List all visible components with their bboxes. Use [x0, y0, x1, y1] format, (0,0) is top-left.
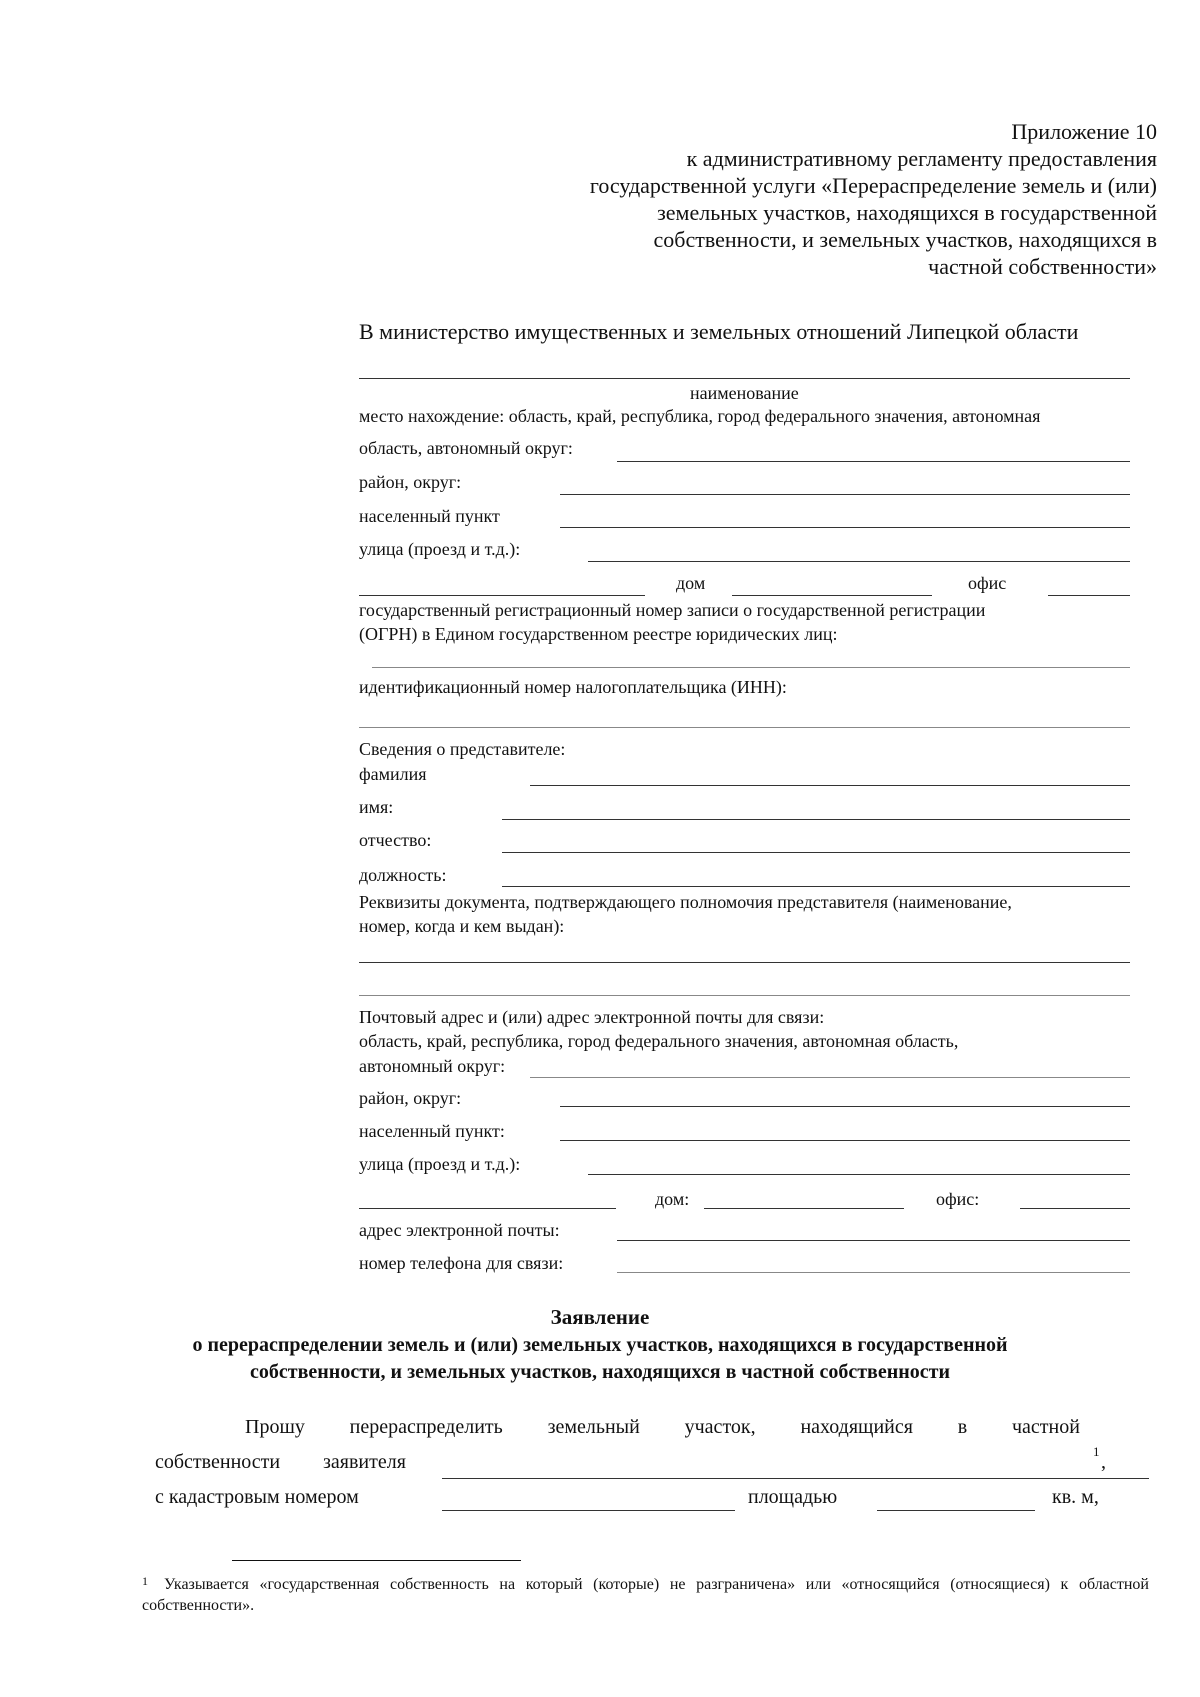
surname-label: фамилия	[359, 764, 427, 784]
contact-street-field[interactable]	[588, 1174, 1130, 1175]
appendix-line: земельных участков, находящихся в государственной	[657, 200, 1157, 225]
statement-subtitle-line2: собственности, и земельных участков, находящихся в частной собственности	[250, 1361, 950, 1383]
region-field[interactable]	[617, 461, 1130, 462]
contact-house-label: дом:	[655, 1189, 690, 1209]
request-word: земельный	[547, 1416, 640, 1438]
settlement-field[interactable]	[560, 527, 1130, 528]
office-label: офис	[968, 573, 1007, 593]
statement-subtitle-line1: о перераспределении земель и (или) земельных участков, находящихся в государственной	[192, 1334, 1008, 1356]
request-word: в	[957, 1416, 968, 1438]
contact-district-label: район, округ:	[359, 1088, 462, 1108]
cadastral-field[interactable]	[442, 1510, 735, 1511]
ownership-comma: ,	[1101, 1451, 1106, 1473]
doc-field-line1[interactable]	[359, 962, 1130, 963]
firstname-field[interactable]	[502, 819, 1130, 820]
contact-district-field[interactable]	[560, 1106, 1130, 1107]
appendix-line: к административному регламенту предоставления	[686, 146, 1157, 171]
email-field[interactable]	[617, 1240, 1130, 1241]
name-caption: наименование	[690, 383, 799, 403]
area-label: площадью	[748, 1486, 838, 1508]
appendix-line: Приложение 10	[1011, 119, 1157, 144]
addressee: В министерство имущественных и земельных отношений Липецкой области	[359, 319, 1079, 344]
ownership-word1: собственности	[155, 1451, 281, 1473]
district-label: район, округ:	[359, 472, 462, 492]
doc-field-line2[interactable]	[359, 995, 1130, 996]
ogrn-label-line2: (ОГРН) в Едином государственном реестре юридических лиц:	[359, 624, 838, 644]
street-field[interactable]	[588, 561, 1130, 562]
contact-region-line2: автономный округ:	[359, 1056, 506, 1076]
request-word: перераспределить	[349, 1416, 503, 1438]
house-label: дом	[676, 573, 706, 593]
inn-label: идентификационный номер налогоплательщика (ИНН):	[359, 677, 787, 697]
ogrn-label-line1: государственный регистрационный номер записи о государственной регистрации	[359, 600, 986, 620]
contact-heading: Почтовый адрес и (или) адрес электронной почты для связи:	[359, 1007, 825, 1027]
area-unit: кв. м,	[1052, 1486, 1099, 1508]
contact-street-label: улица (проезд и т.д.):	[359, 1154, 521, 1174]
ownership-field[interactable]	[442, 1478, 1149, 1479]
request-word: участок,	[684, 1416, 756, 1438]
region-label: область, автономный округ:	[359, 438, 573, 458]
patronymic-field[interactable]	[502, 852, 1130, 853]
contact-street-continuation-field[interactable]	[359, 1208, 616, 1209]
district-field[interactable]	[560, 494, 1130, 495]
footnote-ref[interactable]: 1	[1093, 1444, 1100, 1459]
appendix-line: частной собственности»	[928, 254, 1157, 279]
contact-office-field[interactable]	[1020, 1208, 1130, 1209]
phone-field[interactable]	[617, 1272, 1130, 1273]
contact-region-line1: область, край, республика, город федерального значения, автономная область,	[359, 1031, 959, 1051]
representative-heading: Сведения о представителе:	[359, 739, 566, 759]
request-word: Прошу	[245, 1416, 305, 1438]
patronymic-label: отчество:	[359, 830, 432, 850]
appendix-line: собственности, и земельных участков, находящихся в	[653, 227, 1157, 252]
statement-title: Заявление	[550, 1305, 650, 1329]
request-line1	[245, 1415, 1080, 1439]
house-field[interactable]	[732, 595, 932, 596]
contact-house-field[interactable]	[704, 1208, 904, 1209]
position-field[interactable]	[502, 886, 1130, 887]
contact-settlement-field[interactable]	[560, 1140, 1130, 1141]
appendix-header	[590, 118, 1157, 280]
phone-label: номер телефона для связи:	[359, 1253, 564, 1273]
request-word: находящийся	[800, 1416, 913, 1438]
doc-label-line1: Реквизиты документа, подтверждающего полномочия представителя (наименование,	[359, 892, 1012, 912]
contact-region-field[interactable]	[530, 1077, 1130, 1078]
ogrn-field[interactable]	[372, 667, 1130, 668]
street-continuation-field[interactable]	[359, 595, 645, 596]
email-label: адрес электронной почты:	[359, 1220, 560, 1240]
area-field[interactable]	[877, 1510, 1035, 1511]
ownership-word2: заявителя	[323, 1451, 406, 1473]
footnote-separator	[232, 1560, 521, 1561]
surname-field[interactable]	[530, 785, 1130, 786]
street-label: улица (проезд и т.д.):	[359, 539, 521, 559]
applicant-name-field[interactable]	[359, 378, 1130, 379]
footnote-mark: 1	[142, 1574, 148, 1588]
contact-office-label: офис:	[936, 1189, 980, 1209]
footnote-text: Указывается «государственная собственность на который (которые) не разграничена» или «относящийся (относящиеся) к областной собственности».	[142, 1576, 1149, 1614]
office-field[interactable]	[1048, 595, 1130, 596]
position-label: должность:	[359, 865, 447, 885]
settlement-label: населенный пункт	[359, 506, 500, 526]
cadastral-label: с кадастровым номером	[155, 1486, 359, 1508]
footnote	[142, 1574, 1149, 1616]
contact-settlement-label: населенный пункт:	[359, 1121, 505, 1141]
firstname-label: имя:	[359, 797, 394, 817]
location-label: место нахождение: область, край, республика, город федерального значения, автономная	[359, 406, 1041, 426]
request-word: частной	[1011, 1416, 1080, 1438]
doc-label-line2: номер, когда и кем выдан):	[359, 916, 565, 936]
inn-field[interactable]	[359, 727, 1130, 728]
appendix-line: государственной услуги «Перераспределение земель и (или)	[589, 173, 1157, 198]
